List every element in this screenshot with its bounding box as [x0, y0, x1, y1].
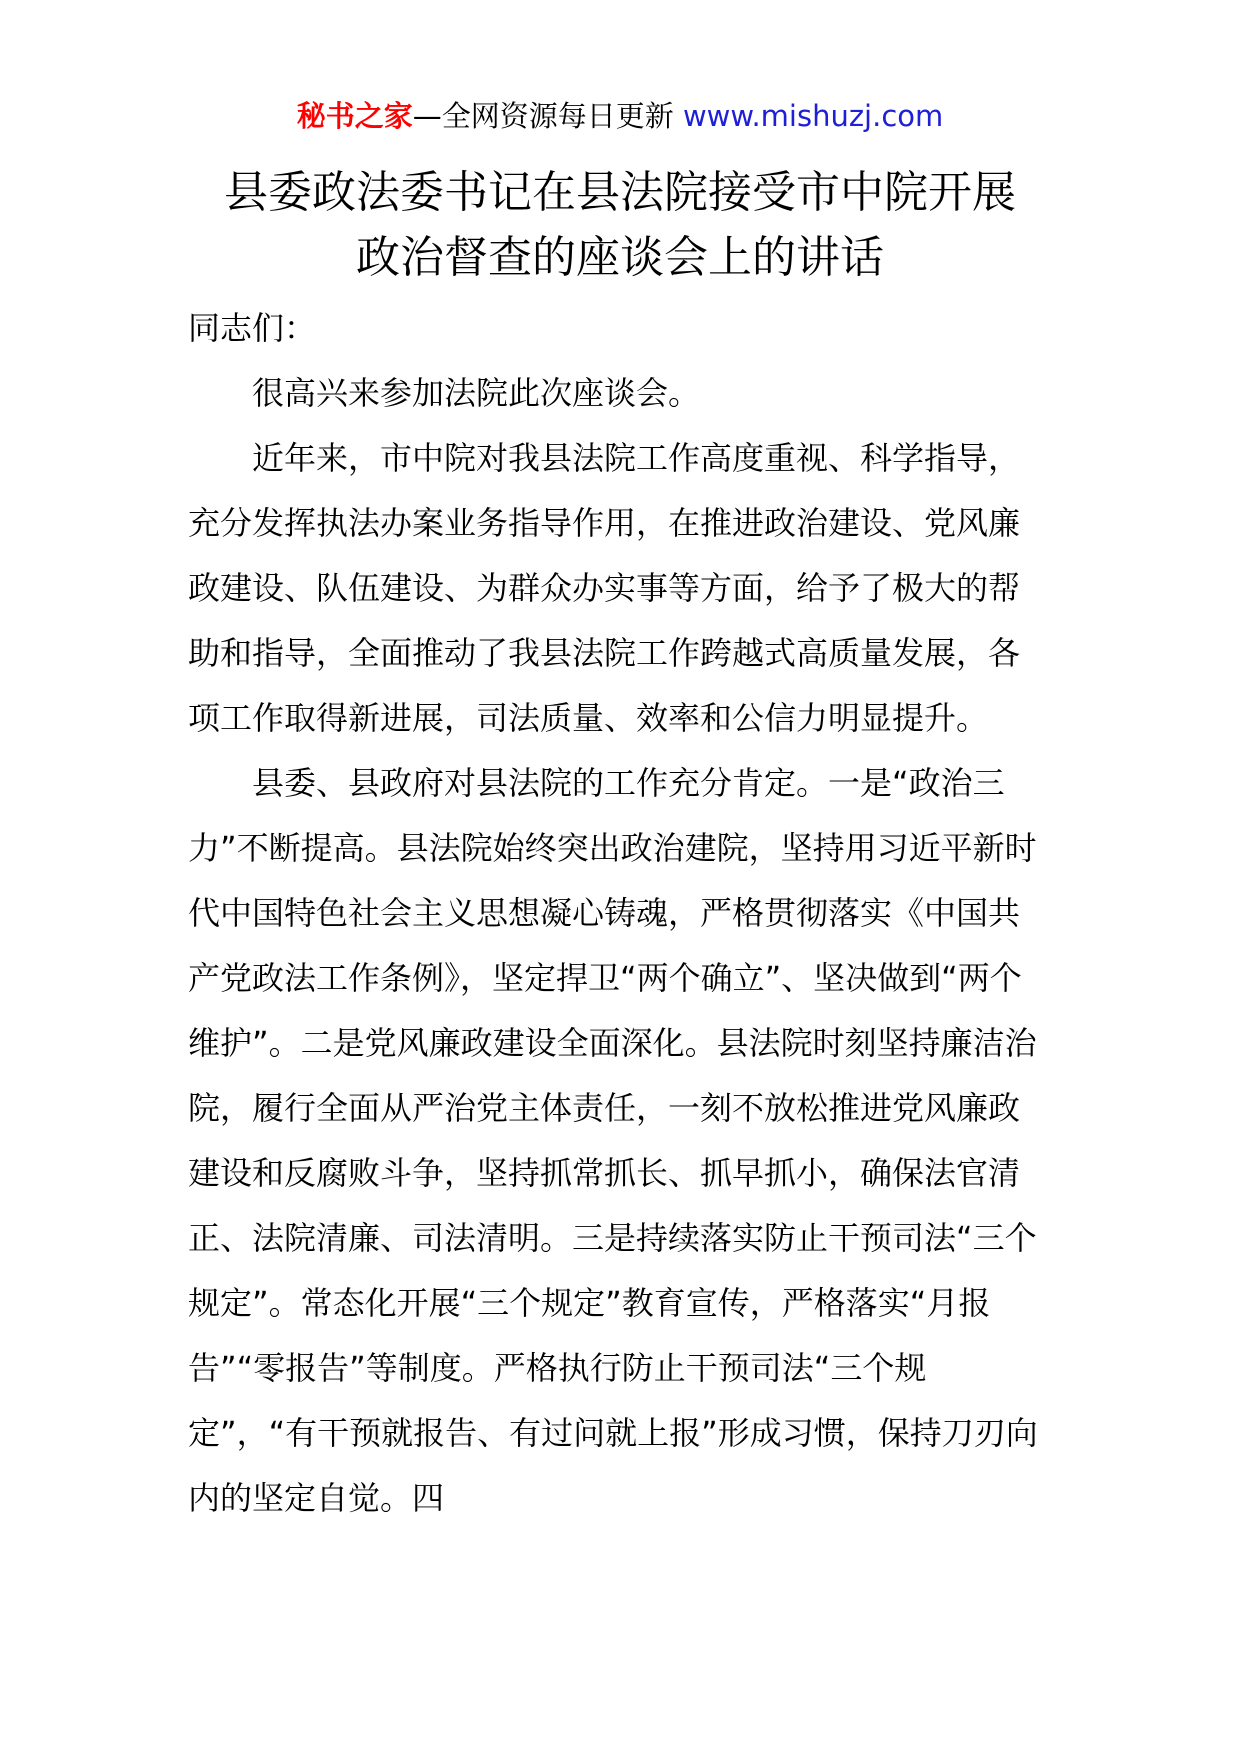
- paragraph-2: 近年来，市中院对我县法院工作高度重视、科学指导，充分发挥执法办案业务指导作用，在推进政治建设、党风廉政建设、队伍建设、为群众办实事等方面，给予了极大的帮助和指导，全面推动了我县法院工作跨越式高质量发展，各项工作取得新进展，司法质量、效率和公信力明显提升。: [188, 439, 1021, 737]
- title-line-1: 县委政法委书记在县法院接受市中院开展: [224, 167, 1016, 218]
- site-url[interactable]: www.mishuzj.com: [682, 99, 944, 133]
- site-tagline: —全网资源每日更新: [412, 99, 683, 133]
- title-line-2: 政治督查的座谈会上的讲话: [356, 232, 884, 283]
- site-header: [0, 96, 1240, 136]
- site-name: 秘书之家: [296, 99, 413, 133]
- document-title: [150, 160, 1090, 290]
- document-body: [188, 296, 1048, 1531]
- paragraph-1: 很高兴来参加法院此次座谈会。: [252, 374, 701, 412]
- salutation: 同志们：: [188, 309, 317, 347]
- paragraph-3: 县委、县政府对县法院的工作充分肯定。一是“政治三力”不断提高。县法院始终突出政治建院，坚持用习近平新时代中国特色社会主义思想凝心铸魂，严格贯彻落实《中国共产党政法工作条例》，坚定捍卫“两个确立”、坚决做到“两个维护”。二是党风廉政建设全面深化。县法院时刻坚持廉洁治院，履行全面从严治党主体责任，一刻不放松推进党风廉政建设和反腐败斗争，坚持抓常抓长、抓早抓小，确保法官清正、法院清廉、司法清明。三是持续落实防止干预司法“三个规定”。常态化开展“三个规定”教育宣传，严格落实“月报告”“零报告”等制度。严格执行防止干预司法“三个规定”，“有干预就报告、有过问就上报”形成习惯，保持刀刃向内的坚定自觉。四: [188, 764, 1038, 1517]
